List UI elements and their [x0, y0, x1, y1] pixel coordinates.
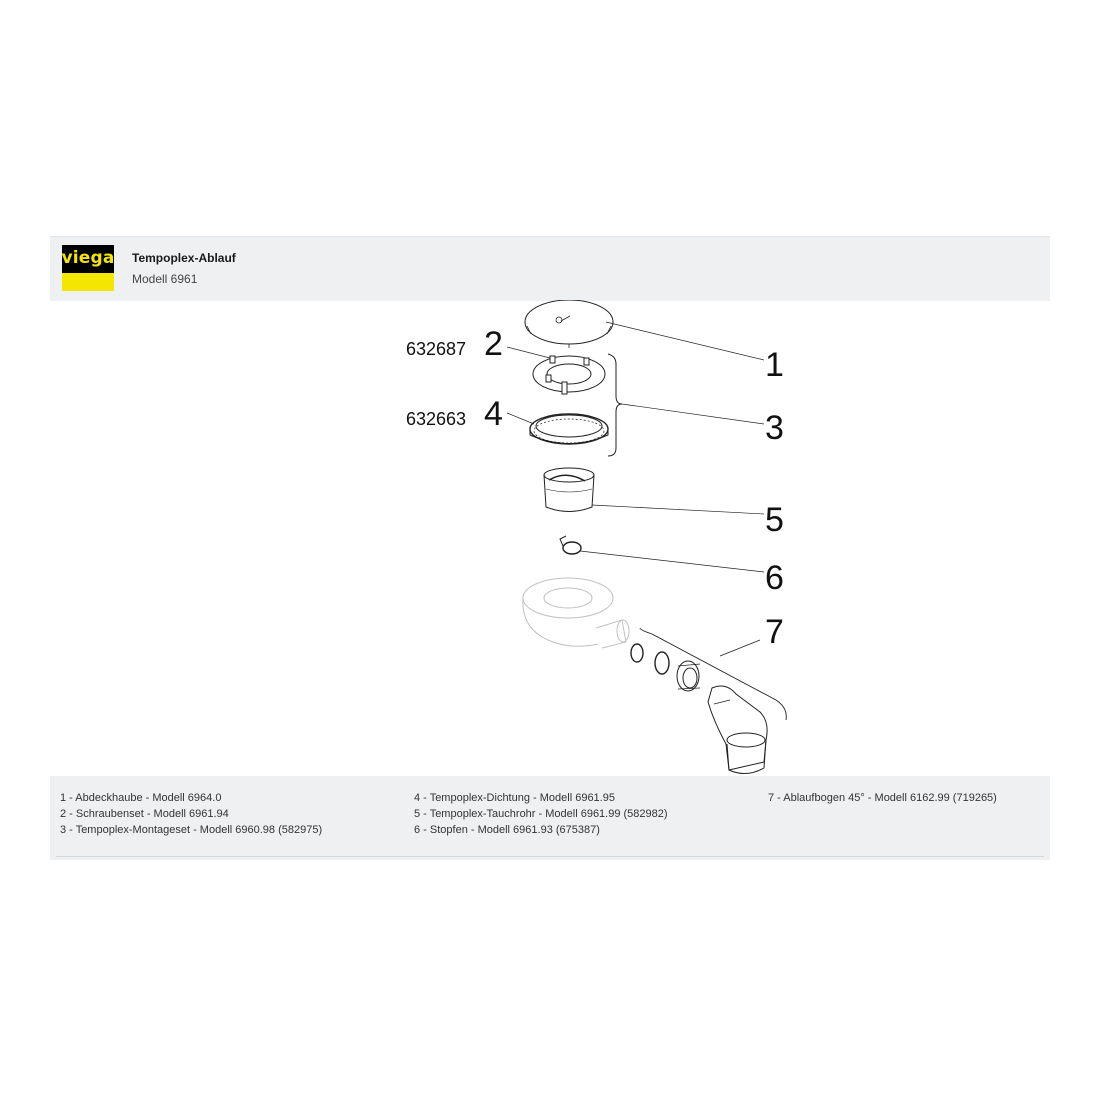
legend-item: 1 - Abdeckhaube - Modell 6964.0 — [60, 792, 222, 804]
page-subtitle: Modell 6961 — [132, 272, 198, 286]
legend-column-3 — [768, 790, 997, 806]
callout-4: 4 — [484, 395, 503, 433]
legend-panel — [50, 776, 1050, 860]
part-7-elbow-kit — [631, 644, 767, 774]
legend-item: 7 - Ablaufbogen 45° - Modell 6162.99 (719265) — [768, 792, 997, 804]
viega-logo — [62, 245, 114, 291]
part-5-dip-tube — [544, 468, 594, 512]
legend-column-2 — [414, 790, 668, 838]
divider — [56, 856, 1044, 857]
legend-column-1 — [60, 790, 322, 838]
legend-item: 6 - Stopfen - Modell 6961.93 (675387) — [414, 824, 600, 836]
page-title: Tempoplex-Ablauf — [132, 251, 236, 265]
bracket-3 — [608, 354, 622, 456]
exploded-parts-diagram — [0, 300, 1100, 776]
part-6-stopper — [560, 536, 581, 554]
part-number-2: 632687 — [406, 339, 467, 359]
callout-1: 1 — [765, 346, 784, 384]
callout-6: 6 — [765, 559, 784, 597]
part-2-screw-set — [533, 356, 605, 394]
header-panel — [50, 236, 1050, 301]
drain-body — [523, 578, 629, 648]
part-number-4: 632663 — [406, 409, 467, 429]
legend-item: 2 - Schraubenset - Modell 6961.94 — [60, 808, 229, 820]
part-4-seal — [530, 414, 608, 444]
logo-text: viega — [61, 248, 115, 268]
callout-7: 7 — [765, 613, 784, 651]
callout-2: 2 — [484, 325, 503, 363]
legend-item: 4 - Tempoplex-Dichtung - Modell 6961.95 — [414, 792, 615, 804]
legend-item: 5 - Tempoplex-Tauchrohr - Modell 6961.99 (582982) — [414, 808, 668, 820]
legend-item: 3 - Tempoplex-Montageset - Modell 6960.98 (582975) — [60, 824, 323, 836]
callout-5: 5 — [765, 501, 784, 539]
part-1-cover — [525, 300, 613, 348]
callout-3: 3 — [765, 409, 784, 447]
